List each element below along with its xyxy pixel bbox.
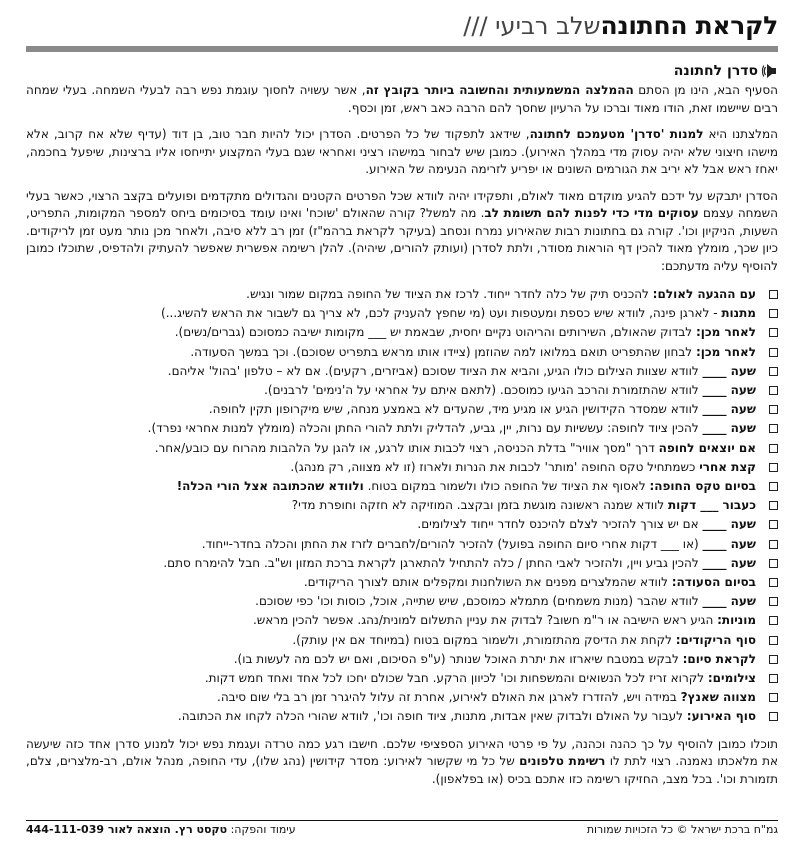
checklist-item-text: לקחת את הדיסק מהתזמורת, ולשמור במקום בטוח (במיוחד אם אין עותק).	[292, 632, 676, 647]
checklist-item	[26, 419, 778, 438]
checkbox[interactable]	[769, 463, 778, 472]
checklist-item-label: צילומים:	[707, 671, 756, 686]
checklist-item-label: מצווה שאנץ?	[680, 690, 756, 705]
checklist-item-label: בסיום הסעודה:	[671, 575, 756, 590]
text-run: , אשר עשויה לחסוך עוגמת נפש רבה לבעלי השמחה. בעלי שמחה רבים שיישמו זאת, הודו מאוד וברכו על הרעיון שחסך להם הרבה כאב ראש, זמן וכסף.	[26, 83, 778, 115]
header-divider	[26, 46, 778, 52]
checklist-item-label: שעה ____	[702, 421, 756, 436]
checklist-item	[26, 343, 778, 362]
checkbox[interactable]	[769, 540, 778, 549]
checklist-item	[26, 554, 778, 573]
checklist-item-text: הגיע ראש הישיבה או ר"מ חשוב? לבדוק את עניין התשלום למונית/נהג. אפשר להכין מראש.	[252, 613, 718, 628]
checklist-item	[26, 650, 778, 669]
checklist-item-text: לאסוף את הציוד של החופה כולו ולשמור במקום בטוח.	[363, 479, 650, 494]
text-emphasis: למנות 'סדרן' מטעמכם לחתונה	[529, 127, 704, 141]
page-footer	[26, 823, 778, 836]
checklist-item	[26, 611, 778, 630]
footer-divider	[26, 820, 778, 821]
checkbox[interactable]	[769, 693, 778, 702]
checklist-item	[26, 285, 778, 304]
checklist-item	[26, 400, 778, 419]
checkbox[interactable]	[769, 616, 778, 625]
checklist-item-text: לוודא שהתזמורת והרכב הגיעו כמוסכם. (לתאם איתם על אחראי על ה'נימים' לרבנים).	[264, 383, 703, 398]
checkbox[interactable]	[769, 578, 778, 587]
text-emphasis: ההמלצה המשמעותית והחשובה ביותר בקובץ זה	[365, 83, 634, 97]
intro-paragraph-3	[26, 188, 778, 276]
stage-label: שלב רביעי ///	[463, 12, 601, 40]
checklist-item-text: לוודא שצוות הצילום כולו הגיע, והביא את הציוד שסוכם (אביזרים, רקעים). אם לא – טלפון 'בהול' אליהם.	[167, 363, 703, 378]
text-emphasis: עסוקים מדי כדי לפנות להם תשומת לב	[484, 206, 699, 220]
intro-paragraph-1	[26, 82, 778, 117]
checklist-item-label: קצת אחרי	[699, 459, 756, 474]
checklist-item	[26, 458, 778, 477]
checklist-item-label: מוניות:	[717, 613, 756, 628]
checklist-item-label: שעה ____	[702, 363, 756, 378]
text-run: הסעיף הבא, הינו מן הסתם	[633, 83, 778, 97]
checklist-item-label: סוף האירוע:	[686, 709, 756, 724]
checkbox[interactable]	[769, 636, 778, 645]
checklist-item	[26, 439, 778, 458]
text-run: המלצתנו היא	[703, 127, 778, 141]
checklist-item-label: עם ההגעה לאולם:	[652, 287, 756, 301]
checklist-item	[26, 323, 778, 342]
checkbox[interactable]	[769, 655, 778, 664]
checklist-item-text: לבדוק שהאולם, השירותים והריהוט נקיים יחסית, שבאמת יש ___ מקומות ישיבה כמסוכם (גברים/נשים).	[174, 325, 696, 340]
checklist-item-text: כשמתחיל טקס החופה 'מותר' לכבות את הנרות ולארוז (זו לא מצווה, רק מנהג).	[290, 459, 700, 474]
checklist-item-emphasis: ולוודא שהכתובה אצל הורי הכלה!	[176, 479, 364, 494]
checklist-item-label: לקראת סיום:	[682, 651, 756, 666]
section-title: סדרן לחתונה	[673, 63, 758, 79]
page-header	[26, 8, 778, 40]
checklist-item	[26, 631, 778, 650]
text-run: של כל מי שקשור לאירוע: מסדר קידושין (נהג שלו), עדי החופה, מנהל אולם, רב-מלצרים, צלם, תזמורת וכו'. בכל מצב, החזיקו רשימה כזו אתכם בכיס (או בפלאפון).	[26, 754, 778, 786]
checklist-item-label: בסיום טקס החופה:	[649, 479, 756, 494]
checkbox[interactable]	[769, 424, 778, 433]
checkbox[interactable]	[769, 328, 778, 337]
checklist-item	[26, 515, 778, 534]
checklist-item	[26, 381, 778, 400]
checklist-item-text: - לארגן פינה, לוודא שיש כספת ומעטפות ועט (מי שחפץ להעניק לכם, לא צריך גם לשבור את הראש להשיג...)	[161, 306, 722, 321]
checklist-item-label: שעה ____	[702, 402, 756, 417]
speaker-icon	[762, 64, 778, 78]
checklist-item-label: מתנות	[721, 306, 756, 321]
checklist-item-label: לאחר מכן:	[695, 344, 756, 359]
checklist-item-text: לבקש במטבח שיארזו את יתרת האוכל שנותר (ע"פ הסיכום, ואם יש לכם מה לעשות בו).	[233, 651, 683, 666]
checklist-item	[26, 477, 778, 496]
checklist-item	[26, 707, 778, 726]
checkbox[interactable]	[769, 559, 778, 568]
checklist-item-label: שעה ____	[702, 536, 756, 551]
checklist-item-text: דרך "מסך אוויר" בדלת הכניסה, רצוי לכבות אותו לרגע, או להגן על הלהבות מהרוח עם כובע/אחר.	[154, 440, 659, 455]
checkbox[interactable]	[769, 367, 778, 376]
checklist-item-label: אם יוצאים לחופה	[658, 440, 756, 455]
checklist-item-text: (או ___ דקות אחרי סיום החופה בפועל) להזכיר להורים/לחברים לזרז את החתן והכלה בחדר-ייחוד.	[201, 536, 703, 551]
credit-publisher: טקסט רץ. הוצאה לאור 444-111-039	[26, 823, 228, 836]
checkbox[interactable]	[769, 520, 778, 529]
checklist-item-label: לאחר מכן:	[695, 325, 756, 340]
checklist-item-label: שעה ____	[702, 555, 756, 570]
checkbox[interactable]	[769, 348, 778, 357]
text-run: . מה למשל? קורה שהאולם 'שוכח' ואינו עומד בסיכומים ביחס למספר המקומות, התפריט, השעות, הניקיון וכו'. קורה גם בחתונות רבות שהאירוע נמרח ונסחב (בעיקר לקראת ברהמ"ז) זמן רב ללא סיבה, ולאחר מכן נותר מעט זמן לריקודים. כיון שכך, מומלץ מאוד להכין דף הוראות מסודר, ולתת לסדרן (ועותק להורים, שיהיה). להלן רשימה אפשרית שאפשר להעתיק ולהדפיס, שתוכלו כמובן להוסיף עליה מדעתכם:	[26, 206, 778, 273]
checklist-item-text: להכין גביע ויין, ולהזכיר לאבי החתן / כלה להתחיל להתארגן לקראת ברכת המזון וש"ב. חבל להימרח סתם.	[163, 555, 703, 570]
credit-label: עימוד והפקה:	[227, 823, 296, 836]
checklist-item-text: לוודא שמנה ראשונה מוגשת בזמן ובקצב. המוזיקה לא חזקה וחופרת מדי?	[291, 498, 668, 513]
checklist	[26, 285, 778, 727]
checklist-item	[26, 669, 778, 688]
checklist-item-text: לעבור על האולם ולבדוק שאין אבדות, מתנות, ציוד חופה וכו', לוודא שהורי הכלה לקחו את הכתובה.	[177, 709, 687, 724]
checklist-item-label: סוף הריקודים:	[675, 632, 756, 647]
checkbox[interactable]	[769, 444, 778, 453]
checkbox[interactable]	[769, 501, 778, 510]
checklist-item-text: לקרוא זריז לכל הנשואים והמשפחות וכו' לכיוון הרקע. חבל שכולם יחכו לכל אחד ואחד חמש דקות.	[204, 671, 708, 686]
closing-paragraph	[26, 736, 778, 789]
checklist-item	[26, 688, 778, 707]
checklist-item	[26, 496, 778, 515]
copyright-notice: גמ"ח ברכת ישראל © כל הזכויות שמורות	[586, 823, 778, 836]
checklist-item	[26, 592, 778, 611]
checklist-item	[26, 304, 778, 323]
checklist-item-text: להכין ציוד לחופה: עששיות עם נרות, יין, גביע, להדליק ולתת להורי החתן והכלה (מומלץ למנות אחראי נפרד).	[147, 421, 703, 436]
checklist-item	[26, 535, 778, 554]
checkbox[interactable]	[769, 386, 778, 395]
text-emphasis: רשימת טלפונים	[519, 754, 606, 769]
checklist-item-label: שעה ____	[702, 594, 756, 609]
checkbox[interactable]	[769, 674, 778, 683]
production-credit	[26, 823, 296, 836]
checklist-item-text: לוודא שהבר (מנות משמחים) מתמלא כמוסכם, שיש שתייה, אוכל, כוסות וכו' כפי שסוכם.	[255, 594, 703, 609]
intro-paragraph-2	[26, 126, 778, 179]
checkbox[interactable]	[769, 290, 778, 299]
section-heading	[26, 62, 778, 80]
checklist-item-text: לוודא שמסדר הקידושין הגיע או מגיע מיד, שהעדים לא באמצע מנחה, שיש מיקרופון תקין לחופה.	[208, 402, 703, 417]
checklist-item	[26, 362, 778, 381]
checklist-item-text: אם יש צורך להזכיר לצלם להיכנס לחדר ייחוד לצילומים.	[417, 517, 703, 532]
checklist-item-text: במידה ויש, להזדרז לארגן את האולם לאירוע, אחרת זה עלול להיגרר זמן רב בלי שום סיבה.	[217, 690, 681, 705]
checklist-item-label: כעבור ___ דקות	[667, 498, 756, 513]
checklist-item	[26, 573, 778, 592]
checklist-item-text: להכניס תיק של כלה לחדר ייחוד. לרכז את הציוד של החופה במקום שמור ונגיש.	[246, 287, 653, 301]
page	[26, 8, 778, 788]
checkbox[interactable]	[769, 712, 778, 721]
checklist-item-text: לבחון שהתפריט תואם במלואו למה שהוזמן (ציידו אותו מראש בתפריט שסוכם). וכך במשך הסעודה.	[190, 344, 696, 359]
checklist-item-text: לוודא שהמלצרים מפנים את השולחנות ומקפלים אותם לצורך הריקודים.	[303, 575, 672, 590]
checklist-item-label: שעה ____	[702, 517, 756, 532]
checkbox[interactable]	[769, 482, 778, 491]
checklist-item-label: שעה ____	[702, 383, 756, 398]
checkbox[interactable]	[769, 309, 778, 318]
checkbox[interactable]	[769, 597, 778, 606]
text-run: הסדרן יתבקש על ידכם להגיע מוקדם מאוד לאולם, ותפקידו יהיה לוודא שכל הפרטים הקטנים והגדולים מתקדמים ופועלים בקצב הרצוי, כאשר בעלי השמחה עצמם	[26, 188, 779, 220]
checkbox[interactable]	[769, 405, 778, 414]
page-title: לקראת החתונה	[600, 11, 778, 40]
text-run: , שידאג לתפקוד של כל הפרטים. הסדרן יכול להיות חבר טוב, בן דוד (עדיף שלא אח קרוב, אלא מישהו חיצוני שלא יהיה עסוק מדי במהלך האירוע). כמובן שיש לבחור במישהו רציני ואחראי שגם בעלי המקצוע יתייחסו אליו ברצינות, שיפעל בחכמה, יאחז ראש אבל לא יריב את הגורמים השונים או יפריע לזרימה הנעימה של האירוע.	[26, 127, 778, 176]
text-run: תוכלו כמובן להוסיף על כך כהנה וכהנה, על פי פרטי האירוע הספציפי שלכם. חישבו רגע כמה טרדה ועגמת נפש יכול למנוע סדרן אחד כזה שיעשה את מלאכתו נאמנה. רצוי לתת לו	[26, 736, 779, 769]
